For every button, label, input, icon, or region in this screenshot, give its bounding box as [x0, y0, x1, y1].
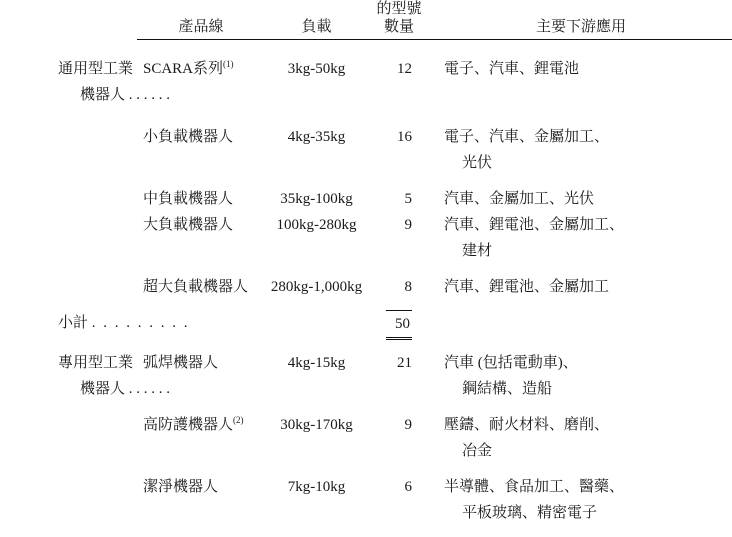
- row-quantity: 6: [404, 479, 412, 495]
- row-category: [0, 474, 137, 526]
- row-category: [0, 124, 137, 176]
- row-product: 超大負載機器人: [143, 279, 249, 295]
- row-load: 35kg-100kg: [280, 191, 353, 207]
- footnote-marker: (2): [233, 415, 244, 425]
- subtotal-label: 小計 . . . . . . . . .: [58, 315, 190, 331]
- row-application: 汽車、金屬加工、光伏: [444, 191, 595, 207]
- row-quantity: 5: [404, 191, 412, 207]
- row-spacer: [0, 402, 732, 412]
- row-application: 壓鑄、耐火材料、磨削、 冶金: [444, 417, 610, 459]
- row-product: 高防護機器人$^{(2)}$: [143, 415, 244, 433]
- row-application: 電子、汽車、金屬加工、 光伏: [444, 129, 610, 171]
- row-load: 4kg-15kg: [287, 355, 346, 371]
- subtotal-load-blank: [265, 310, 368, 340]
- row-quantity: 8: [404, 279, 412, 295]
- header-quantity: 的型號 數量: [368, 0, 430, 40]
- row-quantity: 21: [397, 355, 412, 371]
- table-row: [0, 350, 732, 402]
- row-spacer: [0, 464, 732, 474]
- header-load: 負載: [265, 0, 368, 40]
- table-row: [0, 212, 732, 264]
- table-row: [0, 56, 732, 108]
- table-row: [0, 124, 732, 176]
- row-load: 100kg-280kg: [276, 217, 357, 233]
- row-product: 潔淨機器人: [143, 479, 219, 495]
- table-header: [0, 0, 732, 40]
- row-spacer: [0, 340, 732, 350]
- row-quantity: 12: [397, 61, 412, 77]
- row-load: 30kg-170kg: [280, 417, 353, 433]
- table-row: [0, 412, 732, 464]
- row-application: 汽車、鋰電池、金屬加工、 建材: [444, 217, 625, 259]
- row-category: 專用型工業 機器人 . . . . . .: [58, 355, 171, 397]
- header-category: [0, 0, 137, 40]
- row-quantity: 16: [397, 129, 412, 145]
- footnote-marker: (1): [223, 59, 234, 69]
- table-row: [0, 186, 732, 212]
- table-row: [0, 474, 732, 526]
- row-product: 大負載機器人: [143, 217, 234, 233]
- row-application: 汽車 (包括電動車)、 鋼結構、造船: [444, 355, 578, 397]
- row-spacer: [0, 264, 732, 274]
- table-body: [0, 40, 732, 527]
- row-load: 4kg-35kg: [287, 129, 346, 145]
- row-load: 7kg-10kg: [287, 479, 346, 495]
- row-category: 通用型工業 機器人 . . . . . .: [58, 61, 171, 103]
- header-product-line: 產品線: [137, 0, 265, 40]
- row-category: [0, 274, 137, 300]
- subtotal-row: [0, 310, 732, 340]
- header-application: 主要下游應用: [430, 0, 732, 40]
- row-spacer: [0, 300, 732, 310]
- row-application: 電子、汽車、鋰電池: [444, 61, 580, 77]
- row-category: [0, 186, 137, 212]
- row-category: [0, 212, 137, 264]
- row-spacer: [0, 176, 732, 186]
- table-row: [0, 274, 732, 300]
- row-spacer: [0, 108, 732, 124]
- subtotal-app-blank: [430, 310, 732, 340]
- row-category: [0, 412, 137, 464]
- row-quantity: 9: [404, 217, 412, 233]
- row-product: SCARA系列$^{(1)}$: [143, 59, 234, 77]
- row-application: 汽車、鋰電池、金屬加工: [444, 279, 610, 295]
- row-application: 半導體、食品加工、醫藥、 平板玻璃、精密電子: [444, 479, 625, 521]
- row-quantity: 9: [404, 417, 412, 433]
- row-product: 小負載機器人: [143, 129, 234, 145]
- subtotal-quantity: 50: [368, 310, 430, 340]
- row-product: 中負載機器人: [143, 191, 234, 207]
- row-spacer: [0, 40, 732, 57]
- row-product: 弧焊機器人: [143, 355, 219, 371]
- row-load: 280kg-1,000kg: [270, 279, 363, 295]
- row-load: 3kg-50kg: [287, 61, 346, 77]
